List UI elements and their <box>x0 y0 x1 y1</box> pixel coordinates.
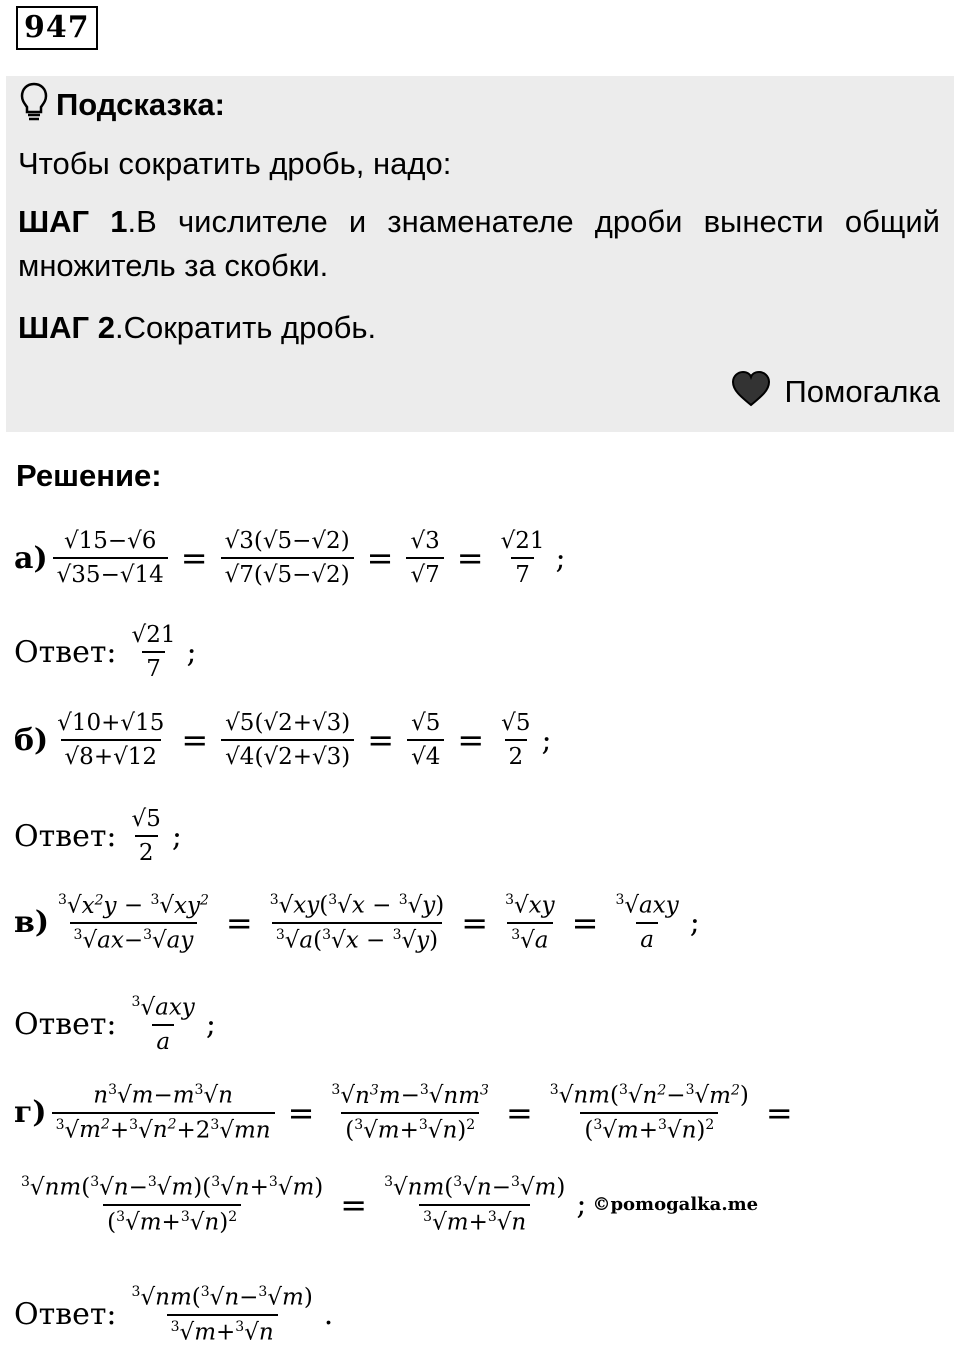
answer-label: Ответ: <box>14 1006 117 1042</box>
part-b-label: б) <box>14 722 49 758</box>
hint-intro: Чтобы сократить дробь, надо: <box>18 146 452 181</box>
answer-b: Ответ: $\frac{√5}{2}$ ; <box>14 806 182 866</box>
answer-label: Ответ: <box>14 1297 117 1333</box>
hint-step-1: ШАГ 1.В числителе и знаменателе дроби вынести общий множитель за скобки. <box>18 204 940 283</box>
hint-header <box>20 82 225 127</box>
part-g-label: г) <box>14 1095 47 1131</box>
solution-title: Решение: <box>16 458 162 493</box>
lightbulb-icon <box>20 82 48 127</box>
answer-g: Ответ: $\frac{^3√nm(^3√n-^3√m)}{^3√m+^3√n}$ . <box>14 1284 334 1346</box>
solution-v: в) $\frac{^3√x^2y - ^3√xy^2}{^3√ax-^3√ay}$ = $\frac{^3√xy(^3√x - ^3√y)}{^3√a(^3√x - ^3√y)}$ = $\frac{^3√xy}{^3√a}$ = $\frac{^3√axy}{a}$ ; <box>14 892 700 954</box>
answer-v: Ответ: $\frac{^3√axy}{a}$ ; <box>14 994 216 1055</box>
answer-a: Ответ: $\frac{√21}{7}$ ; <box>14 622 197 682</box>
solution-g-line1: г) $\frac{n^3√m-m^3√n}{^3√m^2+^3√n^2+2^3√mn}$ = $\frac{^3√n^3m-^3√nm^3}{(^3√m+^3√n)^2}$ = $\frac{^3√nm(^3√n^2-^3√m^2)}{(^3√m+^3√n)^2}$ = <box>14 1082 793 1144</box>
part-v-label: в) <box>14 905 50 941</box>
hint-title: Подсказка: <box>56 86 225 122</box>
answer-label: Ответ: <box>14 818 117 854</box>
solution-a: а) $\frac{√15-√6}{√35-√14}$ = $\frac{√3(√5-√2)}{√7(√5-√2)}$ = $\frac{√3}{√7}$ = $\frac{√21}{7}$ ; <box>14 528 566 588</box>
heart-icon <box>730 370 772 413</box>
watermark: ©pomogalka.me <box>592 1194 759 1216</box>
answer-label: Ответ: <box>14 634 117 670</box>
hint-box <box>6 76 954 432</box>
brand <box>730 370 940 413</box>
part-a-label: а) <box>14 540 48 576</box>
hint-step-2: ШАГ 2.Сократить дробь. <box>18 310 377 345</box>
task-number: 947 <box>16 6 98 50</box>
solution-b: б) $\frac{√10+√15}{√8+√12}$ = $\frac{√5(√2+√3)}{√4(√2+√3)}$ = $\frac{√5}{√4}$ = $\frac{√5}{2}$ ; <box>14 710 552 770</box>
brand-name: Помогалка <box>784 373 940 409</box>
solution-g-line2: $\frac{^3√nm(^3√n-^3√m)(^3√n+^3√m)}{(^3√m+^3√n)^2}$ = $\frac{^3√nm(^3√n-^3√m)}{^3√m+^3√n}$ ; ©pomogalka.me <box>21 1174 759 1236</box>
